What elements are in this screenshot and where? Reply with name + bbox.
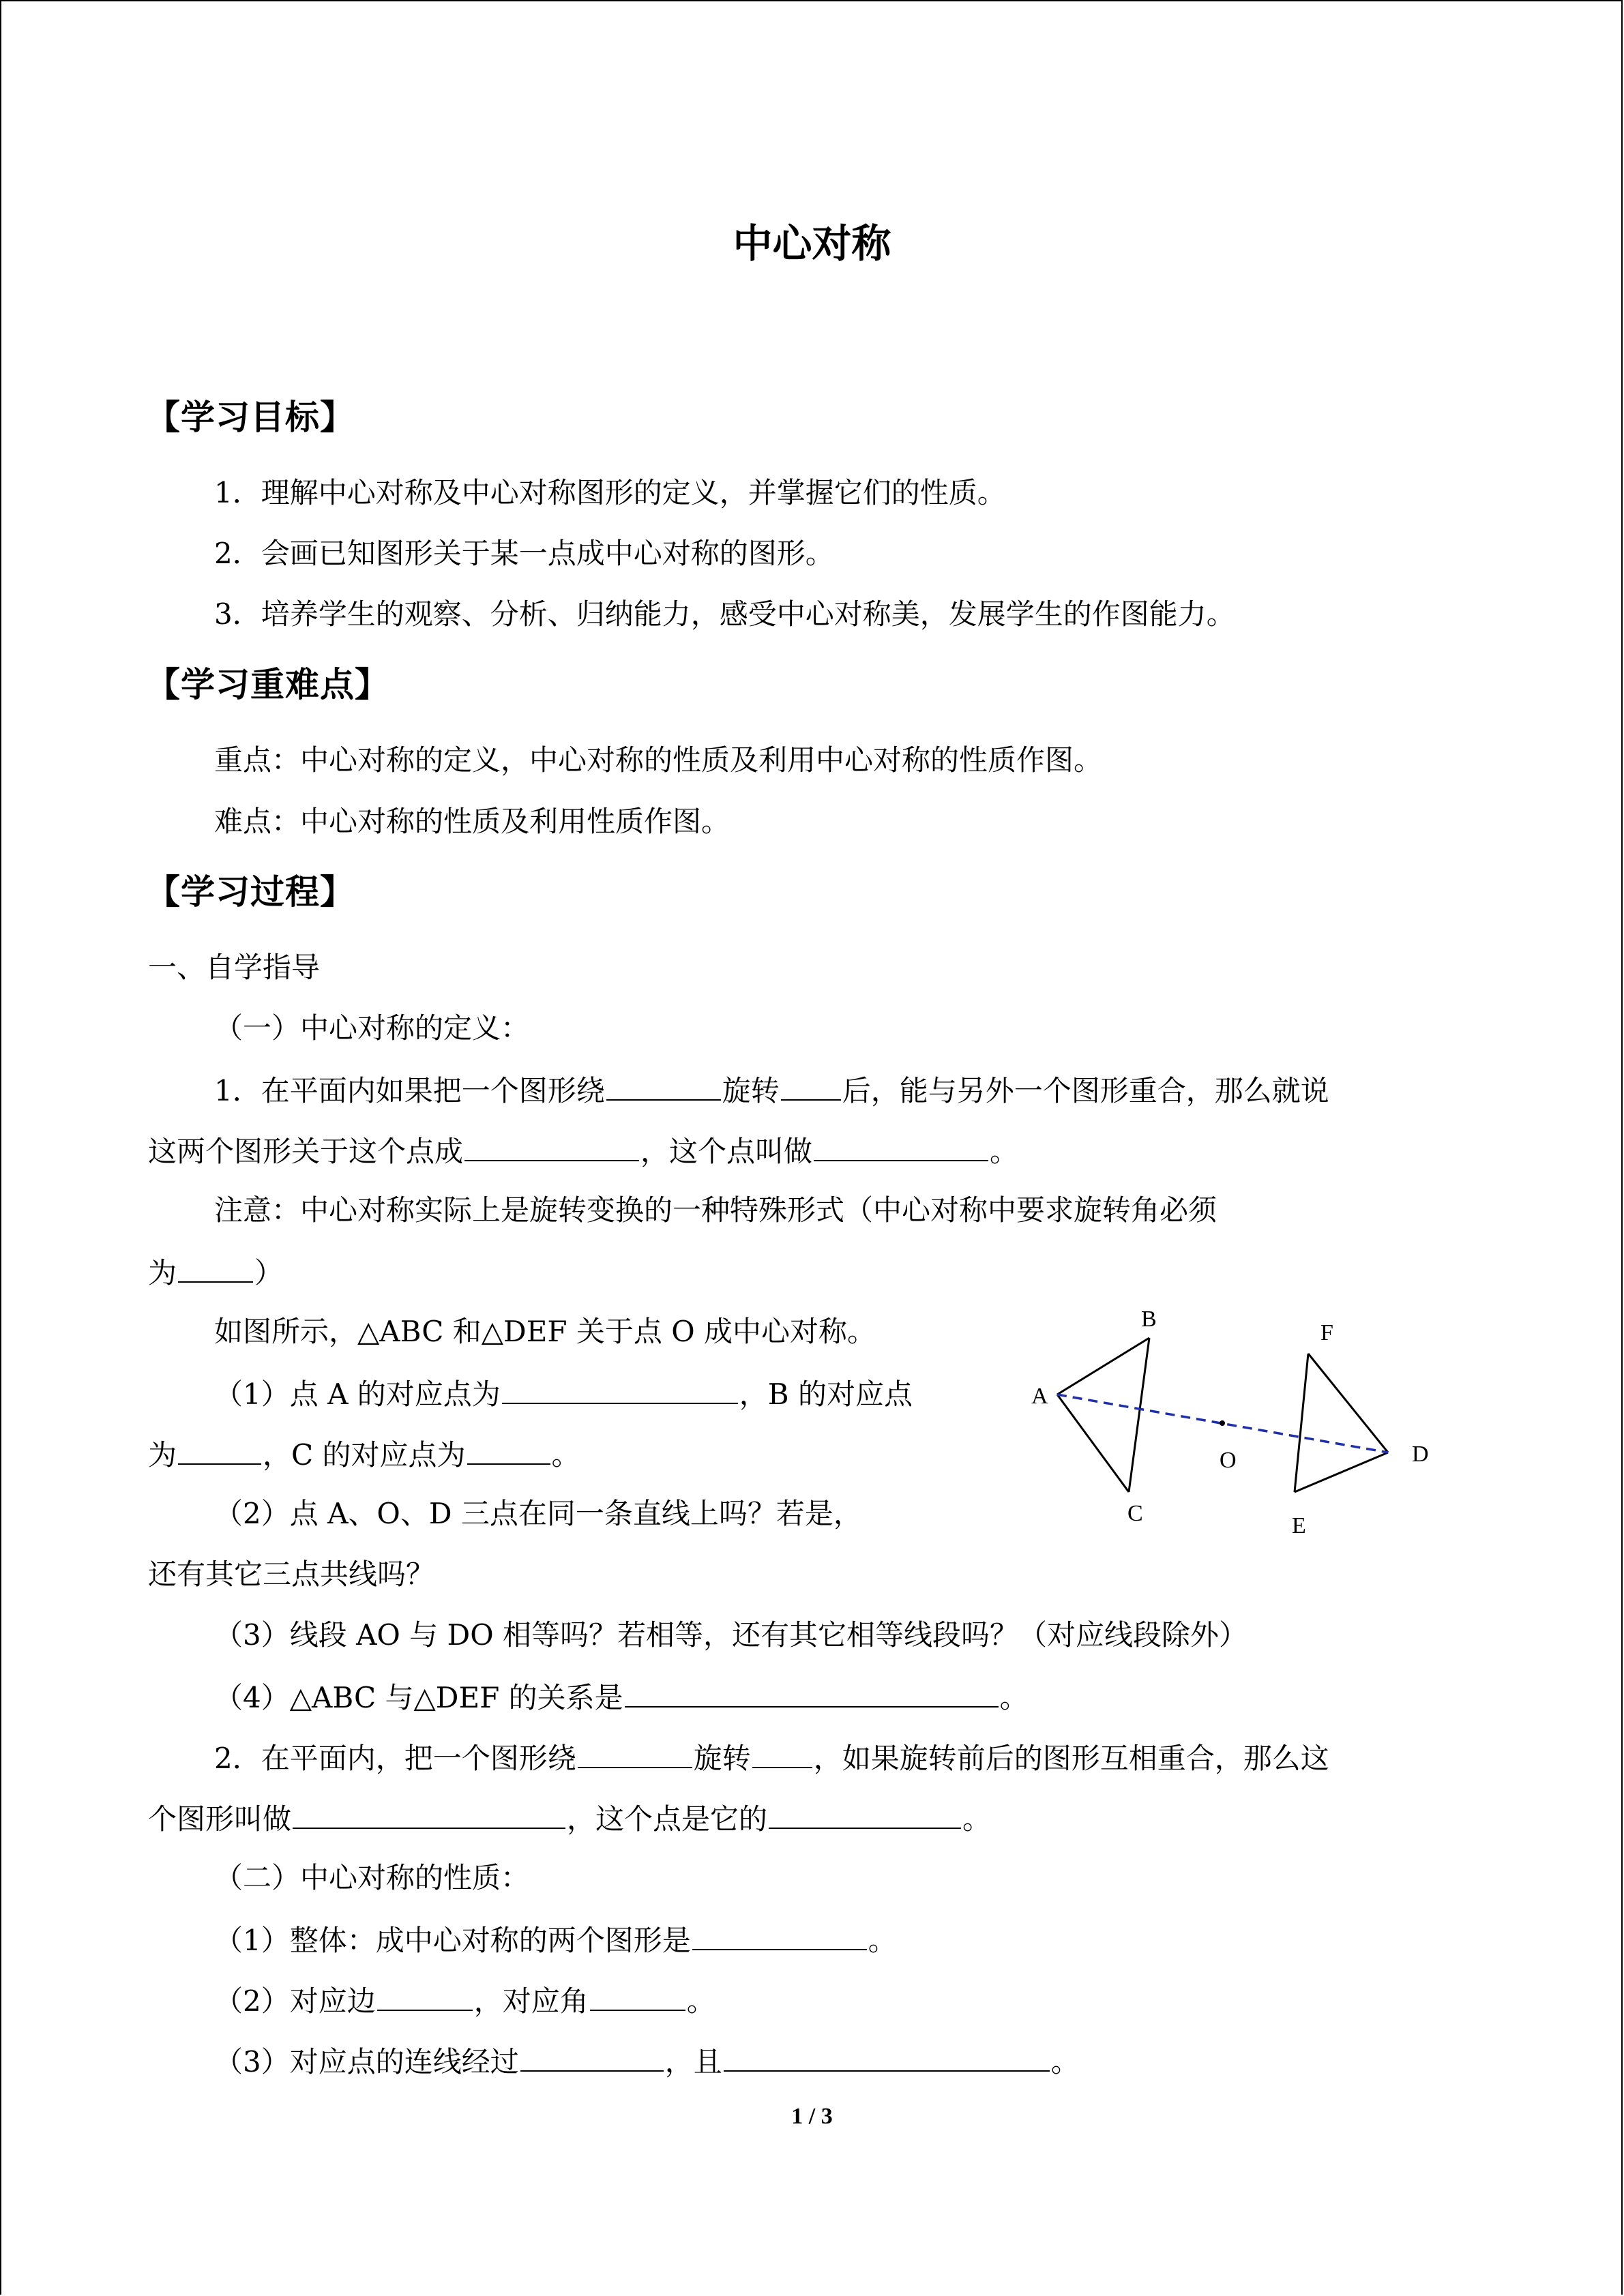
fill-blank[interactable] <box>520 2043 664 2072</box>
subquestion-1-line-1: （1）点 A 的对应点为 ，B 的对应点 <box>214 1375 913 1412</box>
section-heading-process: 【学习过程】 <box>146 872 355 912</box>
fill-blank[interactable] <box>606 1072 721 1101</box>
fill-blank[interactable] <box>692 1922 867 1950</box>
triangle-def <box>1295 1354 1388 1492</box>
fill-blank[interactable] <box>781 1072 841 1101</box>
subquestion-4: （4）△ABC 与△DEF 的关系是 。 <box>214 1679 1029 1715</box>
fill-blank[interactable] <box>293 1800 565 1829</box>
label-f: F <box>1320 1320 1333 1345</box>
subsection-heading: （一）中心对称的定义： <box>214 1011 530 1045</box>
label-b: B <box>1141 1307 1157 1332</box>
label-d: D <box>1412 1442 1429 1467</box>
label-a: A <box>1031 1384 1048 1409</box>
part-heading: 一、自学指导 <box>148 951 321 984</box>
fill-blank[interactable] <box>769 1800 961 1829</box>
fill-blank[interactable] <box>467 1436 550 1465</box>
label-e: E <box>1292 1513 1306 1538</box>
fill-blank[interactable] <box>724 2043 1050 2072</box>
fill-blank[interactable] <box>502 1375 738 1404</box>
fill-blank[interactable] <box>578 1740 692 1768</box>
goal-item: 2．会画已知图形关于某一点成中心对称的图形。 <box>214 537 834 570</box>
fill-blank[interactable] <box>464 1133 639 1161</box>
triangle-abc <box>1057 1338 1149 1492</box>
subquestion-3: （3）线段 AO 与 DO 相等吗？若相等，还有其它相等线段吗？（对应线段除外） <box>214 1618 1247 1652</box>
subquestion-2-line-1: （2）点 A、O、D 三点在同一条直线上吗？若是， <box>214 1497 862 1530</box>
fill-blank[interactable] <box>178 1254 253 1283</box>
section-heading-goals: 【学习目标】 <box>146 398 355 437</box>
fill-blank[interactable] <box>590 1982 685 2011</box>
question-1-line-2: 这两个图形关于这个点成 ，这个点叫做 。 <box>148 1133 1018 1169</box>
property-2: （2）对应边 ，对应角 。 <box>214 1982 715 2018</box>
fill-blank[interactable] <box>178 1436 261 1465</box>
page-number: 1 / 3 <box>791 2104 833 2129</box>
fill-blank[interactable] <box>814 1133 988 1161</box>
central-symmetry-figure <box>1009 1289 1446 1548</box>
note-line-1: 注意：中心对称实际上是旋转变换的一种特殊形式（中心对称中要求旋转角必须 <box>214 1193 1217 1227</box>
fill-blank[interactable] <box>625 1679 999 1708</box>
goal-item: 1．理解中心对称及中心对称图形的定义，并掌握它们的性质。 <box>214 476 1006 509</box>
property-3: （3）对应点的连线经过 ，且 。 <box>214 2043 1080 2079</box>
property-1: （1）整体：成中心对称的两个图形是 。 <box>214 1922 897 1958</box>
point-o <box>1220 1420 1225 1426</box>
question-2-line-1: 2．在平面内，把一个图形绕 旋转 ，如果旋转前后的图形互相重合，那么这 <box>214 1740 1329 1776</box>
subsection-heading: （二）中心对称的性质： <box>214 1861 530 1894</box>
key-point-difficulty: 难点：中心对称的性质及利用性质作图。 <box>214 805 730 838</box>
label-o: O <box>1220 1448 1237 1473</box>
question-2-line-2: 个图形叫做 ，这个点是它的 。 <box>148 1800 991 1836</box>
figure-intro: 如图所示，△ABC 和△DEF 关于点 O 成中心对称。 <box>214 1315 876 1348</box>
subquestion-1-line-2: 为 ，C 的对应点为 。 <box>148 1436 580 1472</box>
section-heading-key-points: 【学习重难点】 <box>146 665 389 704</box>
goal-item: 3．培养学生的观察、分析、归纳能力，感受中心对称美，发展学生的作图能力。 <box>214 597 1235 631</box>
question-1-line-1: 1．在平面内如果把一个图形绕 旋转 后，能与另外一个图形重合，那么就说 <box>214 1072 1329 1108</box>
label-c: C <box>1127 1501 1143 1526</box>
fill-blank[interactable] <box>752 1740 812 1768</box>
note-line-2: 为 ） <box>148 1254 283 1290</box>
key-point-focus: 重点：中心对称的定义，中心对称的性质及利用中心对称的性质作图。 <box>214 743 1103 777</box>
subquestion-2-line-2: 还有其它三点共线吗？ <box>148 1557 435 1591</box>
fill-blank[interactable] <box>377 1982 473 2011</box>
page-title: 中心对称 <box>733 220 891 267</box>
